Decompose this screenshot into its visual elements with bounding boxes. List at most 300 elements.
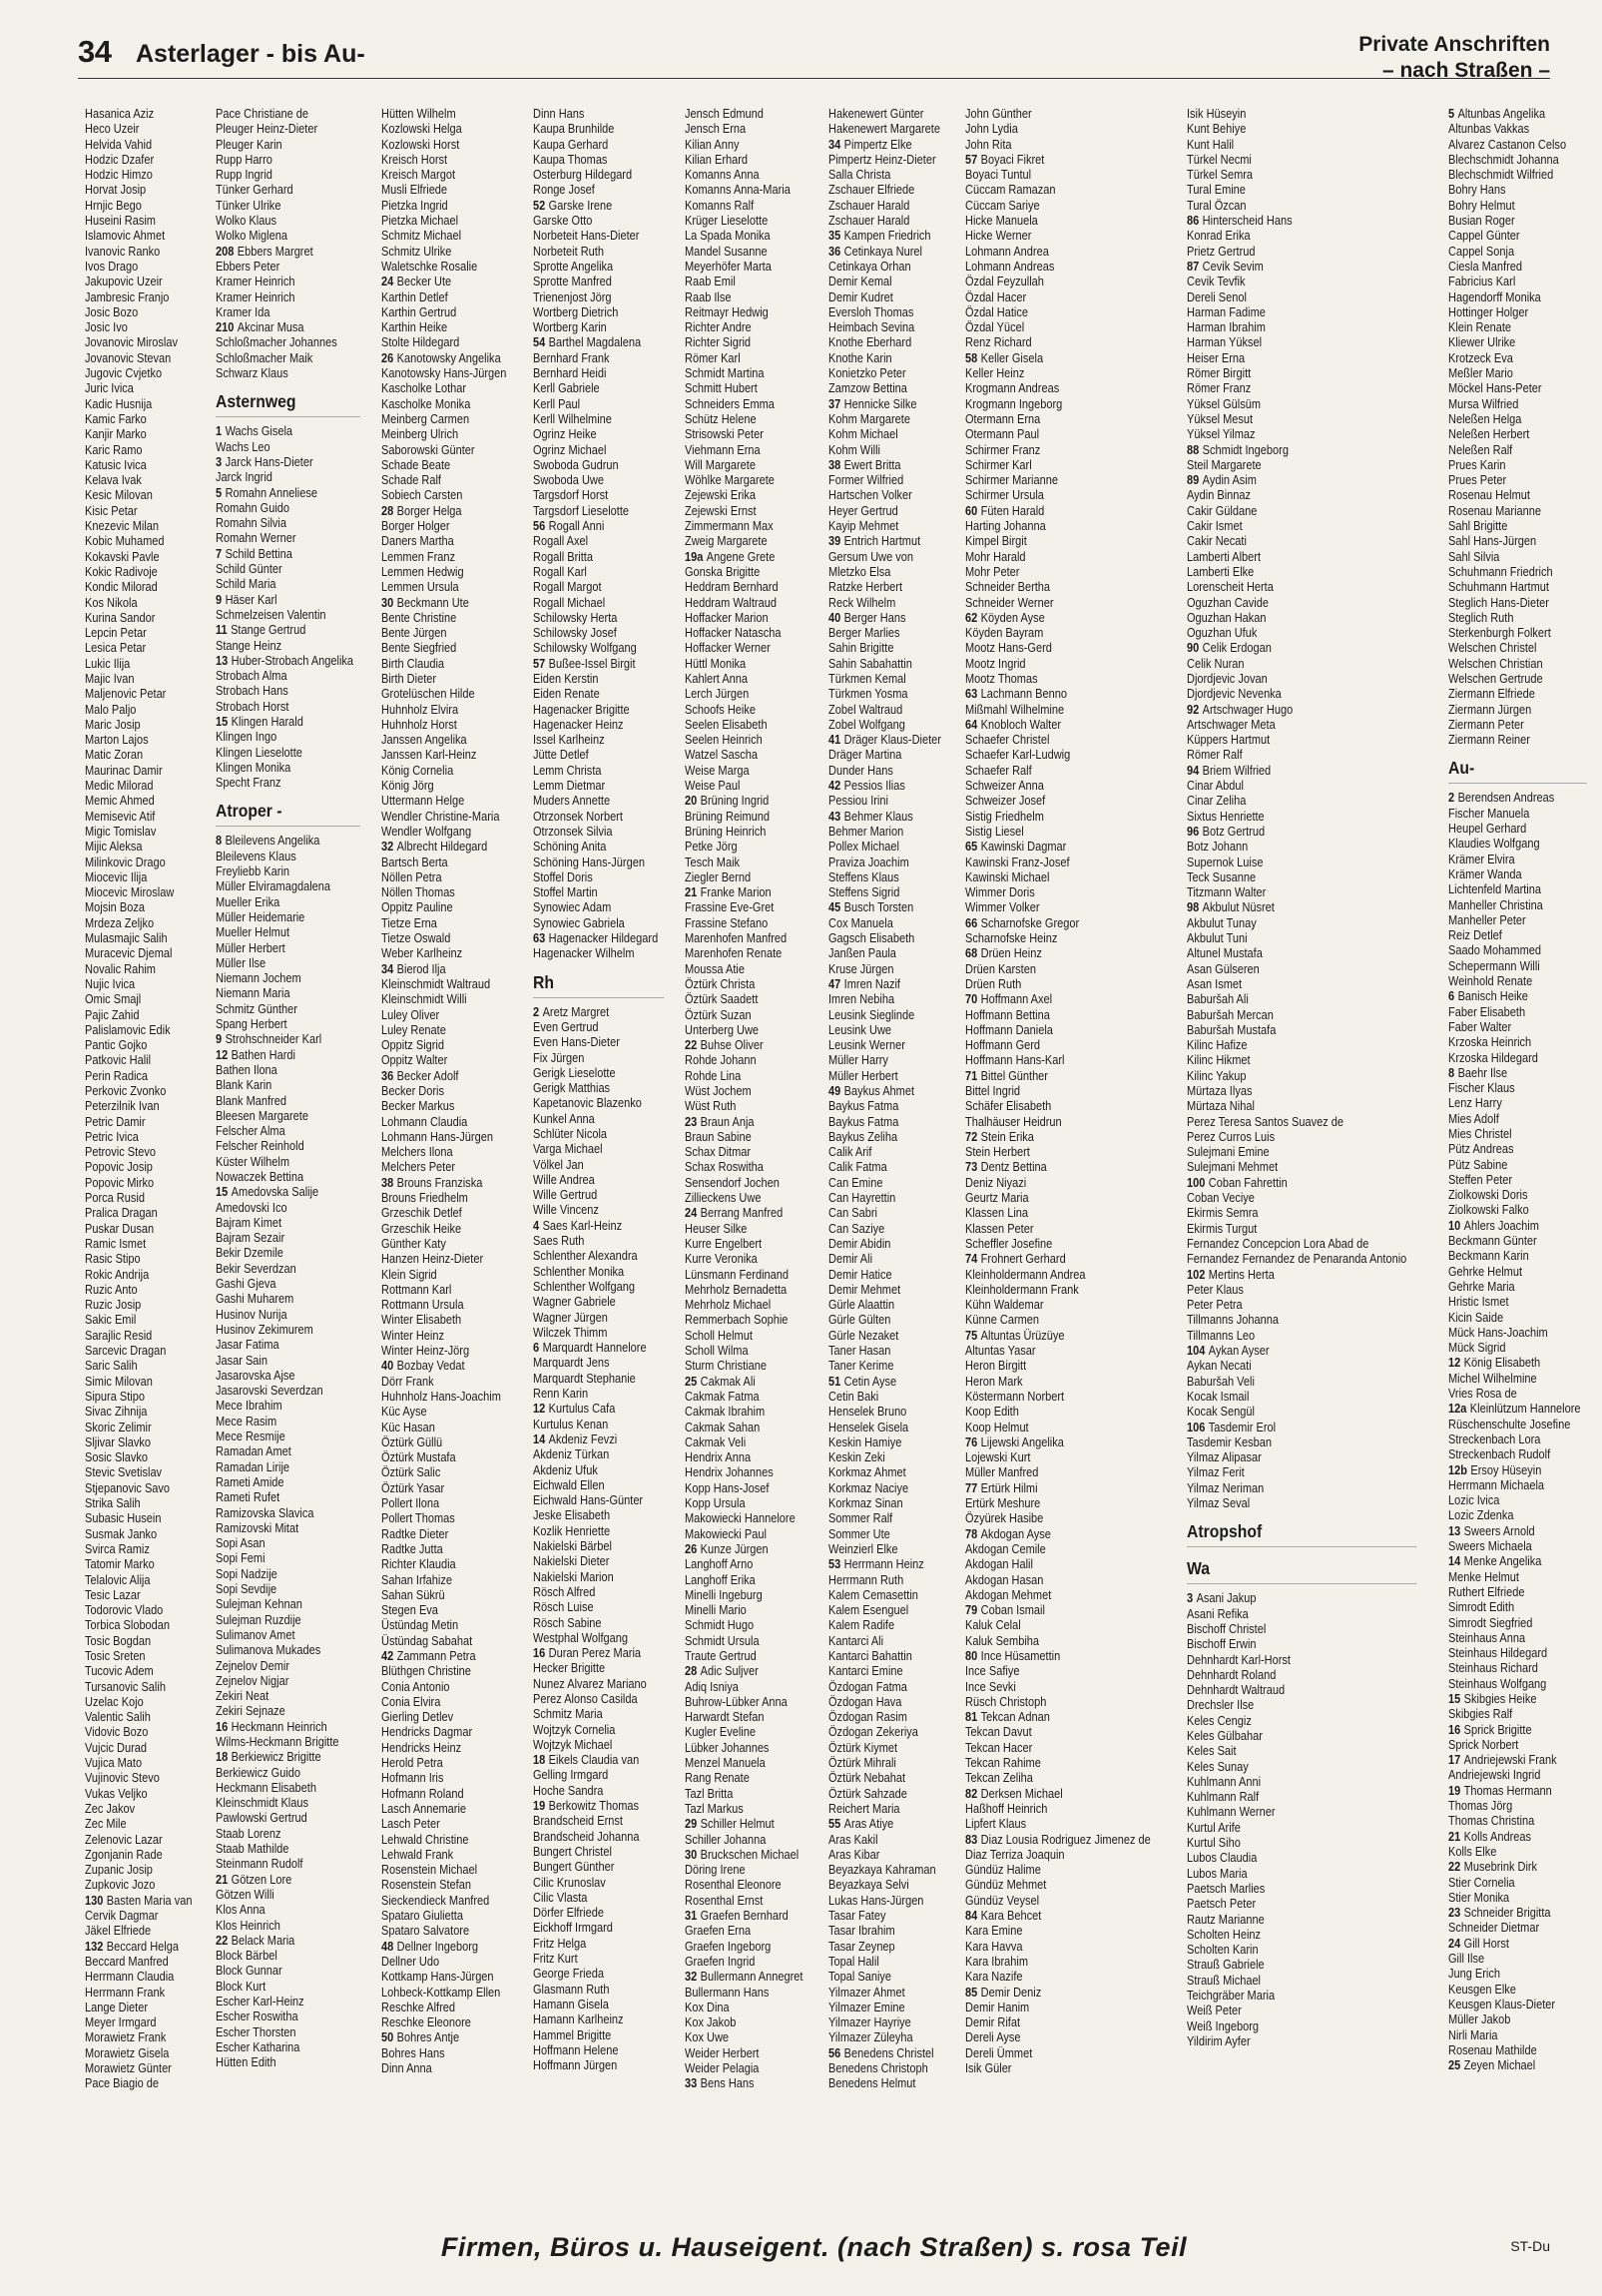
resident-entry	[381, 503, 506, 518]
resident-entry	[85, 2075, 192, 2090]
resident-name: Rohde Johann	[684, 1052, 757, 1068]
resident-entry	[1448, 656, 1581, 671]
resident-entry	[216, 1123, 353, 1138]
resident-name: Klein Renate	[1448, 319, 1512, 335]
resident-entry	[216, 1016, 353, 1031]
resident-entry	[85, 1052, 192, 1067]
resident-name: Hamann Gisela	[533, 1996, 610, 2011]
resident-entry	[381, 976, 506, 991]
resident-name: Schneider Werner	[964, 594, 1054, 610]
resident-entry	[85, 1374, 192, 1389]
resident-name: Kerll Paul	[533, 395, 581, 411]
resident-name: Kawinski Michael	[964, 868, 1050, 884]
resident-entry	[828, 1694, 941, 1709]
resident-entry	[381, 1007, 506, 1022]
resident-entry	[1448, 1294, 1581, 1309]
directory-column	[828, 106, 959, 2212]
resident-name: Brüning Ingrid	[700, 793, 770, 809]
house-number: 3	[1186, 1590, 1194, 1606]
resident-entry	[828, 1969, 941, 1984]
resident-name: Heddram Waltraud	[684, 594, 777, 610]
resident-name: Cilic Krunoslav	[533, 1874, 607, 1890]
resident-name: Synowiec Gabriela	[533, 914, 626, 930]
resident-entry	[965, 1969, 1151, 1984]
resident-name: Otermann Erna	[964, 410, 1041, 426]
resident-name: Wachs Leo	[215, 438, 270, 454]
resident-name: Lohbeck-Kottkamp Ellen	[381, 1984, 501, 2000]
resident-entry	[85, 702, 192, 717]
resident-name: Kramer Heinrich	[215, 288, 295, 304]
resident-entry	[828, 1114, 941, 1129]
resident-entry	[965, 1755, 1151, 1770]
resident-entry	[381, 1556, 506, 1571]
page-number: 34	[78, 34, 112, 69]
resident-name: Köyden Bayram	[964, 625, 1044, 641]
resident-name: Rosenau Marianne	[1448, 502, 1542, 518]
resident-name: Cevik Sevim	[1202, 258, 1264, 274]
resident-entry	[381, 1510, 506, 1525]
resident-name: Fritz Helga	[533, 1935, 587, 1951]
resident-name: Türkel Semra	[1186, 167, 1253, 183]
resident-name: Frassine Eve-Gret	[684, 899, 775, 915]
resident-name: Kopp Hans-Josef	[684, 1479, 770, 1495]
resident-name: Neleßen Helga	[1448, 410, 1522, 426]
resident-entry	[216, 1215, 353, 1230]
resident-entry	[828, 106, 941, 121]
resident-entry	[1187, 1267, 1406, 1282]
resident-name: Künne Carmen	[964, 1312, 1039, 1328]
resident-name: Schweizer Anna	[964, 778, 1044, 794]
resident-name: Schmitz Maria	[533, 1706, 604, 1722]
resident-name: Pimpertz Elke	[843, 136, 912, 152]
resident-entry	[1187, 824, 1406, 839]
resident-name: Welschen Christian	[1448, 655, 1543, 671]
resident-entry	[85, 121, 192, 136]
resident-entry	[85, 533, 192, 548]
resident-entry	[216, 1062, 353, 1077]
resident-entry	[85, 2000, 192, 2014]
resident-name: Kokic Radivoje	[85, 563, 158, 579]
resident-entry	[85, 610, 192, 625]
resident-entry	[216, 2054, 353, 2069]
resident-name: Jakupovic Uzeir	[85, 274, 163, 289]
resident-name: Zec Mile	[85, 1816, 127, 1832]
resident-name: Bungert Christel	[533, 1843, 613, 1859]
resident-entry	[533, 686, 658, 701]
resident-entry	[1448, 686, 1581, 701]
resident-name: Pütz Sabine	[1448, 1156, 1508, 1172]
resident-entry	[381, 793, 506, 808]
resident-name: Graefen Ingrid	[684, 1953, 756, 1969]
resident-entry	[685, 2014, 802, 2029]
resident-name: Demir Hatice	[827, 1266, 892, 1282]
resident-entry	[1187, 106, 1406, 121]
resident-entry	[828, 167, 941, 182]
house-number: 6	[533, 1340, 540, 1356]
resident-entry	[533, 426, 658, 441]
resident-name: Döring Irene	[684, 1862, 746, 1878]
resident-name: Kurina Sandor	[85, 609, 156, 625]
resident-entry	[381, 1877, 506, 1892]
resident-name: Herold Petra	[381, 1755, 444, 1771]
resident-entry	[828, 1648, 941, 1663]
resident-entry	[965, 1404, 1151, 1419]
resident-name: Trienenjost Jörg	[533, 288, 612, 304]
resident-name: Bischoff Christel	[1186, 1620, 1267, 1636]
resident-name: Cakmak Sahan	[684, 1419, 761, 1435]
resident-name: Dräger Martina	[827, 747, 902, 763]
resident-entry	[1187, 319, 1406, 334]
house-number: 7	[215, 545, 223, 561]
house-number: 38	[381, 1174, 394, 1190]
resident-entry	[685, 809, 802, 824]
resident-entry	[381, 656, 506, 671]
resident-name: Schneider Brigitta	[1463, 1905, 1551, 1921]
resident-entry	[828, 1098, 941, 1113]
resident-entry	[85, 1786, 192, 1801]
resident-name: Ebbers Margret	[237, 243, 313, 259]
resident-name: Özdogan Hava	[827, 1693, 902, 1709]
resident-name: Pleuger Karin	[215, 136, 282, 152]
resident-entry	[533, 1890, 658, 1905]
resident-entry	[533, 1936, 658, 1951]
resident-name: Gierling Detlev	[381, 1709, 454, 1725]
resident-name: Ziolkowski Doris	[1448, 1187, 1528, 1203]
resident-entry	[533, 198, 658, 213]
resident-entry	[1187, 747, 1406, 762]
resident-name: Lozic Ivica	[1448, 1492, 1500, 1508]
resident-name: Özdogan Rasim	[827, 1709, 907, 1725]
resident-name: Tosic Sreten	[85, 1647, 146, 1663]
resident-name: Behmer Marion	[827, 823, 903, 839]
resident-entry	[533, 1706, 658, 1721]
resident-name: Beckmann Ute	[397, 594, 470, 610]
resident-entry	[533, 1523, 658, 1538]
resident-name: Busch Torsten	[843, 899, 913, 915]
resident-entry	[1448, 988, 1581, 1003]
resident-name: Kurre Veronika	[684, 1251, 758, 1267]
resident-name: Müller Herbert	[827, 1067, 898, 1083]
house-number: 74	[964, 1251, 978, 1267]
resident-entry	[828, 1007, 941, 1022]
resident-entry	[381, 625, 506, 640]
resident-entry	[381, 1893, 506, 1908]
directory-column	[216, 106, 376, 2212]
resident-entry	[1448, 836, 1581, 851]
resident-entry	[381, 809, 506, 824]
resident-name: Demir Deniz	[980, 1984, 1042, 2000]
resident-entry	[381, 167, 506, 182]
resident-name: Mece Rasim	[215, 1413, 277, 1429]
resident-entry	[965, 1098, 1151, 1113]
house-number: 22	[215, 1932, 229, 1948]
resident-entry	[533, 1569, 658, 1584]
resident-name: Knobloch Walter	[980, 716, 1061, 732]
resident-entry	[85, 1389, 192, 1404]
resident-entry	[1448, 1233, 1581, 1248]
resident-name: Lozic Zdenka	[1448, 1507, 1514, 1523]
resident-name: Lohmann Hans-Jürgen	[381, 1128, 494, 1144]
resident-name: Zimmermann Max	[684, 518, 774, 534]
resident-name: Öztürk Mustafa	[381, 1449, 457, 1465]
resident-name: Rüschenschulte Josefine	[1448, 1416, 1571, 1432]
resident-entry	[216, 1703, 353, 1718]
resident-name: Perin Radica	[85, 1067, 149, 1083]
resident-name: Tucovic Adem	[85, 1663, 154, 1679]
resident-entry	[965, 1694, 1151, 1709]
resident-entry	[685, 1480, 802, 1495]
house-number: 42	[827, 778, 840, 794]
resident-name: Garske Otto	[533, 213, 593, 229]
resident-entry	[381, 1114, 506, 1129]
resident-entry	[828, 1190, 941, 1205]
resident-entry	[216, 1918, 353, 1933]
resident-name: Wagner Gabriele	[533, 1294, 617, 1310]
resident-entry	[1448, 1507, 1581, 1522]
resident-entry	[685, 1908, 802, 1923]
resident-name: Günther Katy	[381, 1235, 447, 1251]
house-number: 80	[964, 1647, 978, 1663]
resident-entry	[965, 244, 1151, 259]
resident-entry	[828, 2045, 941, 2060]
resident-name: Braun Anja	[700, 1113, 755, 1129]
resident-name: Meßler Mario	[1448, 365, 1513, 381]
resident-entry	[965, 1985, 1151, 2000]
resident-entry	[685, 1404, 802, 1419]
resident-name: Ahlers Joachim	[1463, 1217, 1539, 1233]
resident-name: Tietze Oswald	[381, 930, 451, 946]
resident-entry	[1187, 182, 1406, 197]
resident-entry	[85, 1617, 192, 1632]
resident-name: Melchers Peter	[381, 1159, 456, 1175]
resident-entry	[685, 671, 802, 686]
resident-entry	[85, 1251, 192, 1266]
resident-entry	[1187, 289, 1406, 304]
resident-name: Norbeteit Ruth	[533, 243, 605, 259]
resident-name: Strauß Michael	[1186, 1972, 1261, 1988]
resident-name: Strobach Hans	[215, 683, 288, 699]
resident-entry	[965, 1923, 1151, 1938]
resident-name: Lemmen Ursula	[381, 579, 460, 595]
resident-name: Wortberg Karin	[533, 319, 608, 335]
resident-entry	[828, 274, 941, 288]
resident-name: Ivos Drago	[85, 258, 139, 274]
resident-name: Ertürk Meshure	[964, 1495, 1041, 1511]
resident-entry	[216, 1566, 353, 1581]
resident-name: Entrich Hartmut	[843, 533, 920, 549]
resident-entry	[685, 1877, 802, 1892]
resident-entry	[381, 1770, 506, 1785]
resident-name: Tasar Fatey	[827, 1908, 886, 1924]
resident-entry	[685, 1282, 802, 1297]
resident-entry	[216, 365, 353, 380]
resident-entry	[1187, 2033, 1406, 2048]
resident-entry	[828, 1526, 941, 1541]
house-number: 28	[381, 502, 394, 518]
resident-name: Ruzic Anto	[85, 1281, 138, 1297]
resident-entry	[965, 259, 1151, 274]
resident-entry	[85, 564, 192, 579]
resident-name: Jensch Edmund	[684, 106, 764, 121]
resident-name: Schöning Anita	[533, 839, 607, 855]
resident-name: Kurtul Siho	[1186, 1835, 1241, 1851]
resident-entry	[85, 244, 192, 259]
resident-name: Mootz Hans-Gerd	[964, 640, 1052, 656]
resident-entry	[828, 549, 941, 564]
resident-name: Dehnhardt Roland	[1186, 1666, 1277, 1682]
resident-name: Kondic Milorad	[85, 579, 158, 595]
resident-name: Janssen Angelika	[381, 732, 468, 748]
resident-entry	[85, 778, 192, 793]
resident-entry	[381, 1052, 506, 1067]
resident-name: Katusic Ivica	[85, 456, 147, 472]
resident-name: Cakmak Fatma	[684, 1388, 760, 1404]
resident-name: Beckmann Karin	[1448, 1248, 1529, 1264]
house-number: 98	[1186, 899, 1200, 915]
resident-name: Zejewski Erika	[684, 487, 756, 503]
resident-name: Tekcan Hacer	[964, 1739, 1033, 1755]
resident-name: Lipfert Klaus	[964, 1816, 1027, 1832]
resident-name: Jovanovic Stevan	[85, 349, 172, 365]
resident-entry	[685, 106, 802, 121]
resident-name: Harman Ibrahim	[1186, 319, 1266, 335]
resident-name: Keusgen Elke	[1448, 1981, 1516, 1997]
resident-entry	[1187, 1743, 1406, 1758]
resident-name: Westphal Wolfgang	[533, 1629, 629, 1645]
resident-name: Hagenacker Hildegard	[548, 930, 659, 946]
resident-entry	[1448, 365, 1581, 380]
resident-name: Heuser Silke	[684, 1220, 748, 1236]
resident-entry	[965, 1052, 1151, 1067]
resident-name: Wüst Jochem	[684, 1083, 752, 1098]
resident-name: Jasar Sain	[215, 1352, 267, 1368]
resident-entry	[1448, 1890, 1581, 1905]
resident-entry	[533, 1248, 658, 1263]
resident-name: Özdal Hacer	[964, 288, 1027, 304]
resident-entry	[1187, 1144, 1406, 1159]
resident-entry	[1187, 1636, 1406, 1651]
house-number: 8	[1448, 1064, 1455, 1080]
resident-entry	[85, 1893, 192, 1908]
resident-entry	[216, 1963, 353, 1978]
resident-name: Cappel Sonja	[1448, 243, 1515, 259]
resident-name: Hagenacker Heinz	[533, 716, 624, 732]
resident-name: Blechschmidt Johanna	[1448, 151, 1559, 167]
resident-entry	[216, 729, 353, 744]
resident-entry	[216, 924, 353, 939]
resident-entry	[1187, 1052, 1406, 1067]
resident-name: Conia Elvira	[381, 1693, 441, 1709]
resident-entry	[533, 304, 658, 319]
resident-name: Vujica Mato	[85, 1755, 143, 1771]
resident-name: Küppers Hartmut	[1186, 732, 1271, 748]
resident-entry	[1187, 1881, 1406, 1896]
house-number: 15	[215, 1184, 229, 1200]
resident-entry	[685, 610, 802, 625]
resident-name: Weinzierl Elke	[827, 1540, 898, 1556]
resident-entry	[828, 2014, 941, 2029]
resident-entry	[1187, 1297, 1406, 1312]
resident-name: Bruckschen Michael	[700, 1846, 800, 1862]
resident-entry	[533, 1065, 658, 1080]
resident-entry	[85, 1709, 192, 1724]
resident-entry	[828, 793, 941, 808]
resident-entry	[965, 1374, 1151, 1389]
resident-entry	[828, 137, 941, 152]
resident-name: Rautz Marianne	[1186, 1911, 1265, 1927]
resident-name: Ratzke Herbert	[827, 579, 902, 595]
resident-entry	[965, 1420, 1151, 1435]
resident-name: Thomas Jörg	[1448, 1798, 1513, 1814]
resident-name: Artschwager Hugo	[1202, 701, 1294, 717]
resident-name: Oguzhan Hakan	[1186, 609, 1267, 625]
resident-name: Winter Elisabeth	[381, 1312, 462, 1328]
resident-entry	[685, 1510, 802, 1525]
resident-entry	[1187, 1988, 1406, 2003]
resident-name: Müller Harry	[827, 1052, 888, 1068]
resident-entry	[685, 1312, 802, 1327]
street-heading: Wa	[1187, 1555, 1417, 1584]
resident-entry	[85, 1159, 192, 1174]
resident-name: Morawietz Gisela	[85, 2044, 170, 2060]
house-number: 49	[827, 1083, 840, 1098]
resident-name: Cetinkaya Nurel	[843, 243, 922, 259]
resident-entry	[1187, 1789, 1406, 1804]
resident-name: Menke Helmut	[1448, 1568, 1520, 1584]
resident-entry	[685, 1648, 802, 1663]
resident-entry	[381, 579, 506, 594]
resident-name: Cetin Baki	[827, 1388, 878, 1404]
resident-entry	[1187, 1866, 1406, 1881]
resident-entry	[965, 1267, 1151, 1282]
resident-name: Albrecht Hildegard	[397, 839, 488, 855]
resident-entry	[1187, 472, 1406, 487]
resident-name: Müller Elviramagdalena	[215, 878, 330, 894]
resident-entry	[828, 334, 941, 349]
resident-name: Wille Andrea	[533, 1171, 596, 1187]
resident-entry	[685, 1985, 802, 2000]
resident-name: Zejnelov Nigjar	[215, 1672, 289, 1688]
resident-entry	[85, 1969, 192, 1984]
resident-name: Benedens Christoph	[827, 2060, 928, 2075]
resident-entry	[1187, 1282, 1406, 1297]
resident-name: Coban Veciye	[1186, 1190, 1255, 1206]
resident-entry	[965, 106, 1151, 121]
resident-entry	[85, 732, 192, 747]
resident-name: Saado Mohammed	[1448, 942, 1542, 958]
house-number: 19	[1448, 1782, 1461, 1798]
resident-entry	[828, 1572, 941, 1587]
resident-entry	[533, 1218, 658, 1233]
house-number: 22	[1448, 1859, 1461, 1875]
resident-name: Zamzow Bettina	[827, 380, 907, 396]
resident-entry	[216, 909, 353, 924]
resident-name: Bischoff Erwin	[1186, 1636, 1257, 1652]
resident-entry	[85, 976, 192, 991]
resident-entry	[216, 228, 353, 243]
resident-entry	[381, 915, 506, 930]
resident-name: Hoffmann Axel	[980, 991, 1053, 1007]
resident-entry	[1187, 1973, 1406, 1988]
resident-name: Schmitz Michael	[381, 228, 462, 244]
resident-name: Kara Emine	[964, 1923, 1023, 1939]
resident-name: Eiden Renate	[533, 686, 601, 702]
resident-entry	[965, 610, 1151, 625]
resident-entry	[381, 1190, 506, 1205]
house-number: 55	[827, 1816, 840, 1832]
resident-entry	[85, 442, 192, 457]
house-number: 96	[1186, 823, 1200, 839]
